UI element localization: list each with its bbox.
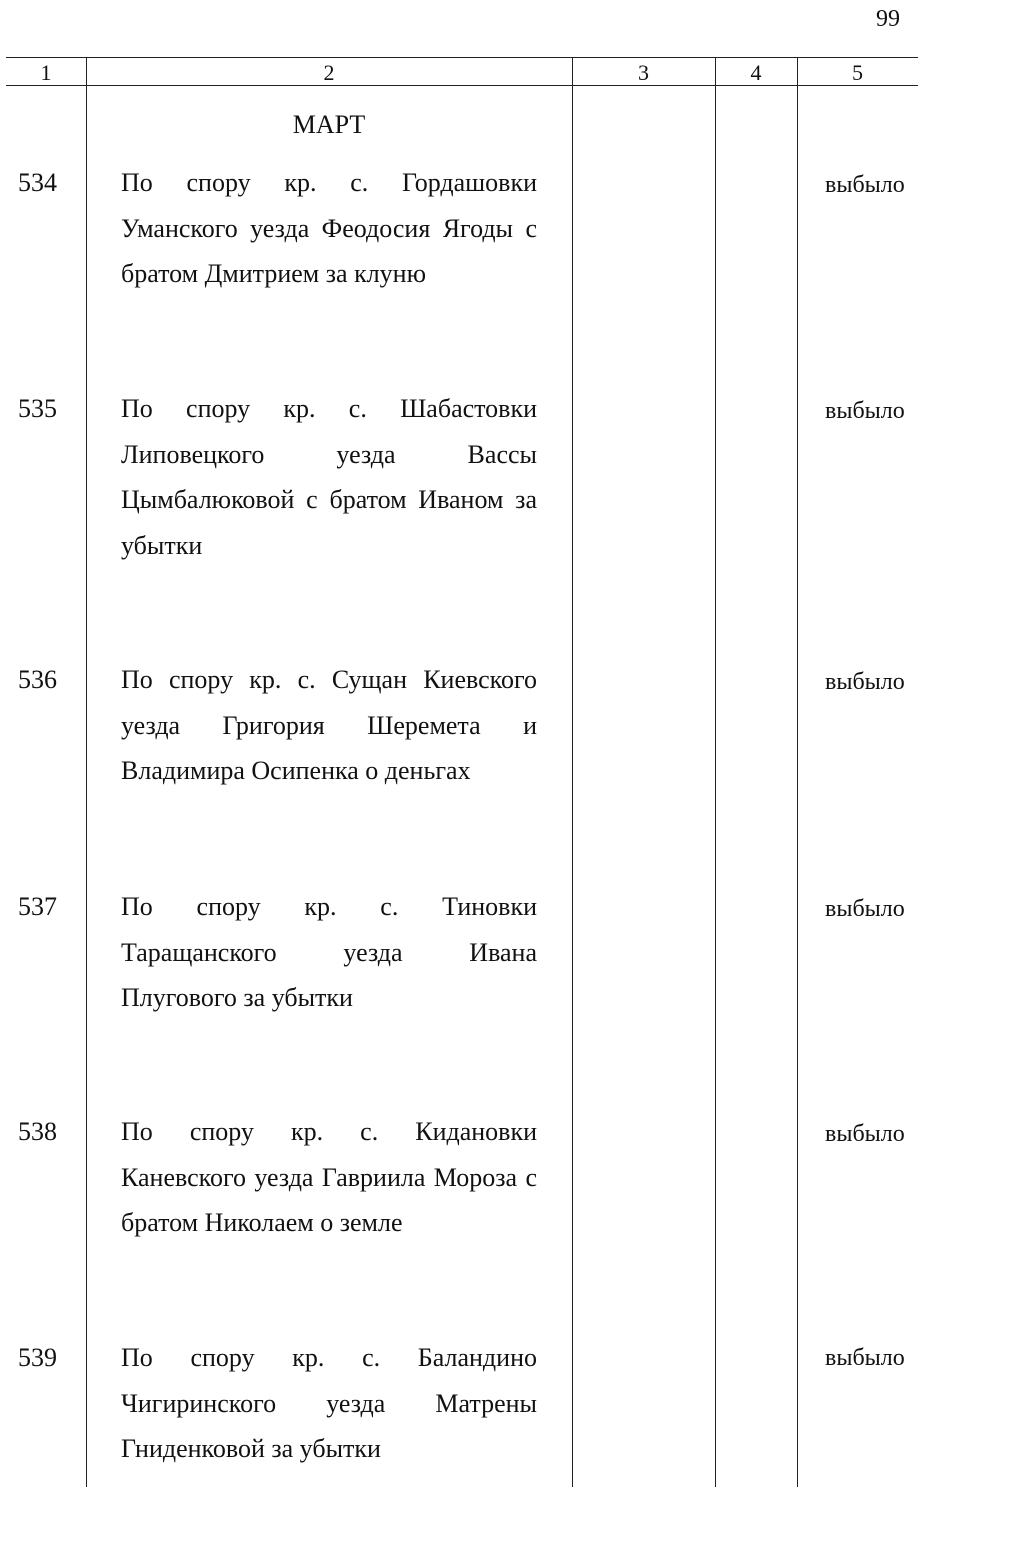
entry-number: 536 [18, 665, 57, 694]
column-divider [715, 57, 716, 1487]
column-header-4: 4 [750, 60, 762, 85]
column-header-2: 2 [323, 60, 335, 85]
table-top-rule [6, 57, 918, 58]
entry-status: выбыло [825, 1121, 905, 1147]
entry-number: 535 [18, 394, 57, 423]
entry-number: 534 [18, 168, 57, 197]
entry-description: По спору кр. с. Баландино Чигиринского уезда Матрены Гниденковой за убытки [121, 1343, 537, 1463]
entry-description: По спору кр. с. Кидановки Каневского уезда Гавриила Мороза с братом Николаем о земле [121, 1117, 537, 1237]
entry-description: По спору кр. с. Шабастовки Липовецкого уезда Вассы Цымбалюковой с братом Иваном за убытки [121, 394, 537, 560]
page-number: 99 [876, 6, 900, 32]
column-header-5: 5 [852, 60, 863, 85]
entry-status: выбыло [825, 398, 905, 424]
entry-number: 539 [18, 1343, 57, 1372]
column-divider [572, 57, 573, 1487]
month-heading: МАРТ [292, 110, 366, 139]
column-divider [797, 57, 798, 1487]
entry-number: 538 [18, 1117, 57, 1146]
entry-status: выбыло [825, 896, 905, 922]
column-divider [86, 57, 87, 1487]
entry-description: По спору кр. с. Тиновки Таращанского уезда Ивана Плугового за убытки [121, 892, 537, 1012]
entry-description: По спору кр. с. Гордашовки Уманского уезда Феодосия Ягоды с братом Дмитрием за клуню [121, 168, 537, 288]
entry-status: выбыло [825, 1345, 905, 1371]
column-header-3: 3 [638, 60, 649, 85]
column-header-1: 1 [40, 60, 52, 85]
entry-description: По спору кр. с. Сущан Киевского уезда Григория Шеремета и Владимира Осипенка о деньгах [121, 665, 537, 785]
entry-status: выбыло [825, 669, 905, 695]
entry-status: выбыло [825, 172, 905, 198]
entry-number: 537 [18, 892, 57, 921]
